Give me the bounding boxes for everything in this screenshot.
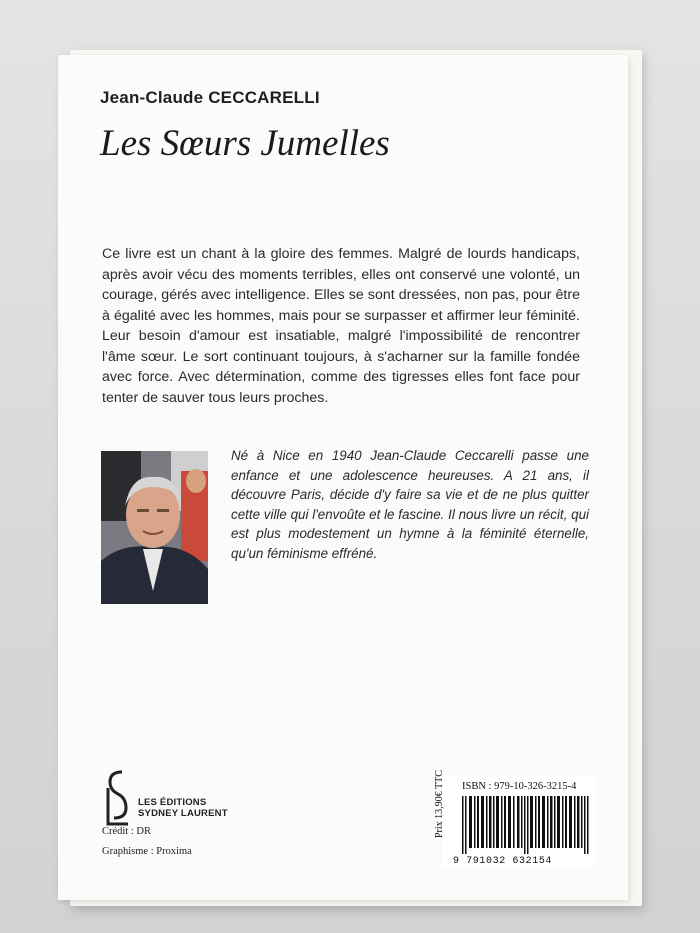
price-label: Prix 13,90€ TTC (434, 770, 445, 838)
author-name: Jean-Claude CECCARELLI (100, 88, 320, 107)
author-bio: Né à Nice en 1940 Jean-Claude Ceccarelli passe une enfance et une adolescence heureuses. A 21 ans, il découvre Paris, décide d'y faire sa vie et de ne plus quitter cette ville qui l'envoûte et le fascine. Il nous livre un récit, qui est plus modestement un hymne à la féminité éternelle, qu'un féminisme effréné. (231, 448, 589, 561)
author-portrait-image (101, 451, 208, 604)
isbn-label: ISBN : 979-10-326-3215-4 (462, 781, 577, 792)
barcode-icon (462, 796, 590, 854)
publisher-name (138, 797, 228, 819)
publisher-line-1: LES ÉDITIONS (138, 797, 207, 808)
book-title: Les Sœurs Jumelles (100, 123, 390, 164)
author-photo (101, 451, 208, 604)
barcode-digits: 9 791032 632154 (453, 856, 553, 867)
publisher-logo-icon (102, 768, 132, 830)
graphics-credit: Graphisme : Proxima (102, 846, 192, 857)
blurb-text: Ce livre est un chant à la gloire des femmes. Malgré de lourds handicaps, après avoir vécu des moments terribles, elles ont conservé une volonté, un courage, gérés avec intelligence. Elles se sont dressées, non pas, pour être à égalité avec les hommes, mais pour se surpasser et affirmer leur féminité. Leur besoin d'amour est insatiable, malgré l'impossibilité de rencontrer l'âme sœur. Le sort continuant toujours, à s'acharner sur la famille fondée avec force. Avec détermination, comme des tigresses elles font face pour tenter de sauver tous leurs proches. (102, 246, 580, 406)
publisher-line-2: SYDNEY LAURENT (138, 808, 228, 819)
photo-credit: Crédit : DR (102, 826, 151, 837)
